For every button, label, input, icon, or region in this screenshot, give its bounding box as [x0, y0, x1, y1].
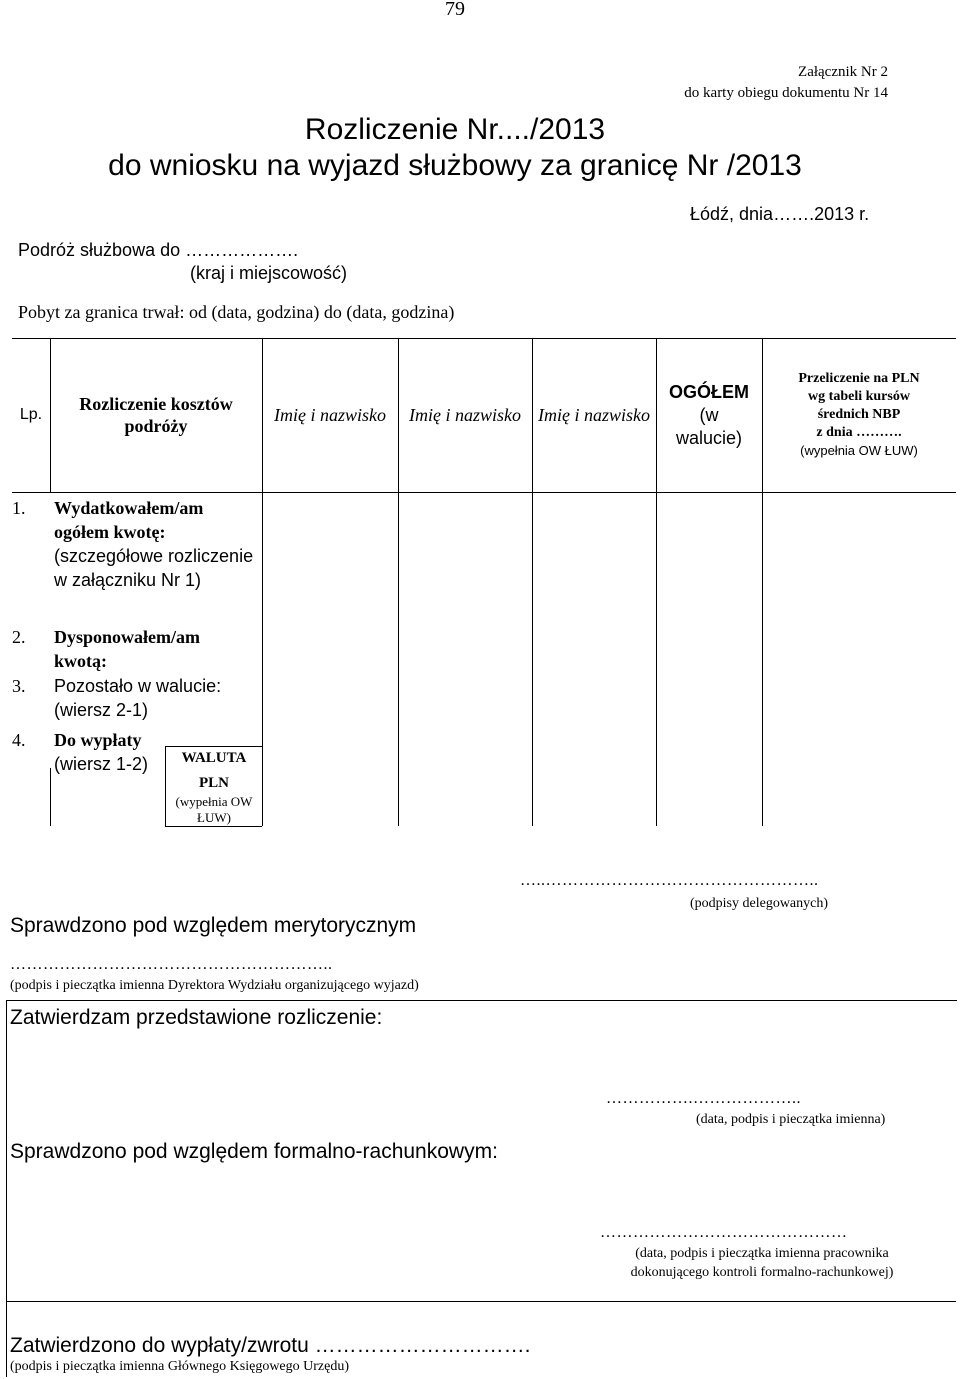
body-divider: [532, 492, 533, 826]
row-4-label: Do wypłaty: [54, 730, 142, 750]
header-name-3: Imię i nazwisko: [538, 405, 650, 425]
conv-line-2: wg tabeli kursów: [808, 389, 910, 404]
approval-box: [6, 1000, 957, 1377]
header-name-2: Imię i nazwisko: [409, 405, 521, 425]
city-date: Łódź, dnia…….2013 r.: [690, 204, 870, 224]
title-line-1: Rozliczenie Nr..../2013: [304, 113, 606, 146]
trip-destination: Podróż służbowa do ……………….: [18, 240, 299, 260]
payout-signature-hint: (podpis i pieczątka imienna Głównego Księgowego Urzędu): [10, 1359, 350, 1374]
body-divider: [762, 492, 763, 826]
conv-line-5: (wypełnia OW ŁUW): [800, 443, 918, 458]
row-4-note: (wiersz 1-2): [54, 754, 149, 774]
body-divider: [656, 492, 657, 826]
trip-destination-hint: (kraj i miejscowość): [190, 263, 348, 283]
payout-divider: [6, 1301, 956, 1302]
header-name-1: Imię i nazwisko: [274, 405, 386, 425]
approver-signature-line: …………….………………..: [606, 1090, 801, 1107]
pln-label: PLN: [199, 775, 229, 791]
formal-check-label: Sprawdzono pod względem formalno-rachunkowym:: [10, 1140, 498, 1163]
delegates-signature-line: …..…………………………………………..: [520, 872, 819, 889]
row-2-label: Dysponowałem/am kwotą:: [54, 627, 201, 671]
document-title: [60, 112, 850, 184]
page-number: 79: [445, 0, 465, 20]
body-divider: [262, 492, 263, 826]
delegates-signature-hint: (podpisy delegowanych): [690, 896, 829, 911]
merit-check-label: Sprawdzono pod względem merytorycznym: [10, 914, 417, 937]
row-1-number: 1.: [12, 498, 26, 518]
director-signature-hint: (podpis i pieczątka imienna Dyrektora Wydziału organizującego wyjazd): [10, 978, 419, 993]
director-signature-line: …………………………………………………..: [10, 956, 333, 973]
row-4-number: 4.: [12, 730, 26, 750]
header-total-label: OGÓŁEM: [669, 381, 749, 402]
body-divider: [398, 492, 399, 826]
attachment-reference: [684, 62, 888, 104]
formal-signature-line: ………………………………………: [600, 1224, 848, 1241]
header-lp: Lp.: [19, 406, 43, 423]
formal-hint-line-1: (data, podpis i pieczątka imienna pracownika: [635, 1246, 889, 1261]
stay-duration: Pobyt za granica trwał: od (data, godzina) do (data, godzina): [18, 302, 455, 322]
conv-line-4: z dnia ……….: [816, 425, 902, 440]
formal-hint-line-2: dokonującego kontroli formalno-rachunkowej): [630, 1265, 894, 1280]
row-2-number: 2.: [12, 627, 26, 647]
conv-line-3: średnich NBP: [817, 407, 901, 422]
approval-label: Zatwierdzam przedstawione rozliczenie:: [10, 1006, 383, 1029]
approver-signature-hint: (data, podpis i pieczątka imienna): [696, 1112, 886, 1127]
header-cost-settlement: Rozliczenie kosztów podróży: [79, 394, 233, 436]
row-1-label: [54, 496, 254, 592]
payout-label: Zatwierdzono do wypłaty/zwrotu ………………………….: [10, 1334, 531, 1357]
header-total-currency: (w walucie): [675, 404, 743, 448]
table-header-bottom-border: [12, 492, 956, 493]
attachment-line-1: Załącznik Nr 2: [798, 64, 888, 80]
waluta-cell-bottom-border: [165, 826, 262, 827]
body-divider: [50, 768, 51, 826]
row-3-label: Pozostało w walucie: (wiersz 2-1): [54, 676, 222, 720]
row-1-note: (szczegółowe rozliczenie w załączniku Nr 1): [54, 546, 254, 590]
title-line-2: do wniosku na wyjazd służbowy za granicę Nr /2013: [108, 149, 802, 182]
row-1-bold: Wydatkowałem/am ogółem kwotę:: [54, 498, 204, 542]
formal-signature-hint: [600, 1244, 924, 1282]
pln-note: (wypełnia OW ŁUW): [175, 794, 253, 825]
waluta-cell-top-border: [165, 746, 262, 747]
row-3-number: 3.: [12, 676, 26, 696]
attachment-line-2: do karty obiegu dokumentu Nr 14: [684, 85, 888, 101]
header-pln-conversion: [762, 338, 956, 492]
currency-label: WALUTA: [181, 750, 247, 766]
conv-line-1: Przeliczenie na PLN: [798, 371, 920, 386]
header-total: [656, 338, 762, 492]
